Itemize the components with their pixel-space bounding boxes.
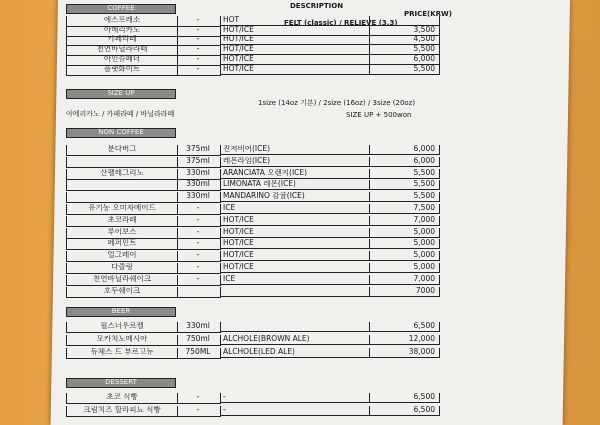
item-price bbox=[370, 16, 440, 26]
item-volume: - bbox=[176, 263, 221, 274]
item-name bbox=[66, 157, 178, 168]
item-volume: - bbox=[176, 216, 221, 227]
item-name: 산펠레그리노 bbox=[66, 169, 178, 180]
item-price: 7,000 bbox=[370, 216, 440, 226]
item-price: 5,000 bbox=[370, 263, 440, 273]
item-volume: 750ml bbox=[176, 335, 221, 346]
item-volume: - bbox=[176, 16, 221, 27]
noncoffee-row bbox=[66, 228, 496, 238]
item-name: 분다버그 bbox=[66, 145, 178, 156]
item-name: 루이보스 bbox=[66, 228, 178, 239]
item-name: 다즐링 bbox=[66, 263, 178, 274]
item-name: 아메리카노 bbox=[66, 26, 178, 37]
item-name: 초코 식빵 bbox=[66, 393, 178, 404]
coffee-row bbox=[66, 26, 496, 36]
item-price: 6,500 bbox=[370, 393, 440, 403]
price-header: PRICE(KRW) bbox=[404, 10, 452, 18]
coffee-row bbox=[66, 45, 496, 55]
item-description: 진저비어(ICE) bbox=[220, 145, 370, 155]
item-name: 크림치즈 할라피뇨 식빵 bbox=[66, 406, 178, 417]
sizeup-line-1: 1size (14oz 기본) / 2size (16oz) / 3size (20oz) bbox=[258, 99, 416, 107]
item-price: 6,500 bbox=[370, 406, 440, 416]
item-description: HOT/ICE bbox=[220, 45, 370, 55]
item-volume: - bbox=[176, 26, 221, 37]
item-volume: 375ml bbox=[176, 145, 221, 156]
item-volume: - bbox=[176, 251, 221, 262]
item-name: 얼그레이 bbox=[66, 251, 178, 262]
noncoffee-row bbox=[66, 192, 496, 202]
item-volume: 750ML bbox=[176, 348, 221, 359]
item-price: 6,000 bbox=[370, 55, 440, 65]
item-name: 플랫화이트 bbox=[66, 65, 178, 76]
item-description: HOT/ICE bbox=[220, 251, 370, 261]
item-name bbox=[66, 180, 178, 191]
dessert-section-title: DESSERT bbox=[66, 378, 176, 388]
item-description: HOT/ICE bbox=[220, 65, 370, 75]
sizeup-line-2-right: SIZE UP + 500won bbox=[346, 111, 412, 119]
item-volume: 330ml bbox=[176, 169, 221, 180]
noncoffee-row bbox=[66, 216, 496, 226]
item-volume: - bbox=[176, 239, 221, 250]
item-price: 7000 bbox=[370, 287, 440, 297]
beer-row bbox=[66, 322, 496, 332]
noncoffee-section-title: NON COFFEE bbox=[66, 128, 176, 138]
item-price: 6,000 bbox=[370, 145, 440, 155]
item-price: 7,000 bbox=[370, 275, 440, 285]
beer-row bbox=[66, 335, 496, 345]
item-description: HOT/ICE bbox=[220, 26, 370, 36]
item-description: HOT/ICE bbox=[220, 239, 370, 249]
item-volume: 330ml bbox=[176, 322, 221, 333]
sizeup-line-2-left: 아메리카노 / 카페라떼 / 바닐라라떼 bbox=[66, 110, 175, 118]
item-name: 에스프레소 bbox=[66, 16, 178, 27]
item-price: 6,500 bbox=[370, 322, 440, 332]
description-header: DESCRIPTION bbox=[290, 2, 344, 10]
item-description: - bbox=[220, 406, 370, 416]
item-description: HOT/ICE bbox=[220, 35, 370, 45]
item-description: HOT bbox=[220, 16, 370, 26]
item-price: 5,500 bbox=[370, 169, 440, 179]
item-description bbox=[220, 287, 370, 297]
item-volume: - bbox=[176, 406, 221, 417]
noncoffee-row bbox=[66, 263, 496, 273]
noncoffee-row bbox=[66, 251, 496, 261]
item-price: 38,000 bbox=[370, 348, 440, 358]
item-description: ICE bbox=[220, 275, 370, 285]
beer-row bbox=[66, 348, 496, 358]
item-description: MANDARINO 감귤(ICE) bbox=[220, 192, 370, 202]
beer-section-title: BEER bbox=[66, 307, 176, 317]
item-name bbox=[66, 192, 178, 203]
item-volume: - bbox=[176, 55, 221, 66]
item-volume: - bbox=[176, 204, 221, 215]
item-description: ALCHOLE(BROWN ALE) bbox=[220, 335, 370, 345]
item-name: 천연바닐라라떼 bbox=[66, 45, 178, 56]
item-volume: 330ml bbox=[176, 180, 221, 191]
item-description: HOT/ICE bbox=[220, 228, 370, 238]
item-price: 12,000 bbox=[370, 335, 440, 345]
item-volume: - bbox=[176, 393, 221, 404]
item-name: 필스너우르켈 bbox=[66, 322, 178, 333]
coffee-row bbox=[66, 65, 496, 75]
item-price: 4,500 bbox=[370, 35, 440, 45]
sizeup-section-title: SIZE UP bbox=[66, 89, 176, 99]
dessert-row bbox=[66, 406, 496, 416]
item-price: 6,000 bbox=[370, 157, 440, 167]
item-name: 초코라떼 bbox=[66, 216, 178, 227]
item-volume: - bbox=[176, 35, 221, 46]
item-description: - bbox=[220, 393, 370, 403]
item-description: HOT/ICE bbox=[220, 55, 370, 65]
item-name: 아인슈페너 bbox=[66, 55, 178, 66]
felt-header: FELT (classic) / RELIEVE (3.3) bbox=[284, 19, 398, 27]
noncoffee-row bbox=[66, 169, 496, 179]
item-volume: 375ml bbox=[176, 157, 221, 168]
item-name: 모카치노메시아 bbox=[66, 335, 178, 346]
noncoffee-row bbox=[66, 239, 496, 249]
item-name: 카페라떼 bbox=[66, 35, 178, 46]
item-name: 듀체스 드 부르고뉴 bbox=[66, 348, 178, 359]
item-volume: - bbox=[176, 45, 221, 56]
noncoffee-row bbox=[66, 275, 496, 285]
coffee-row bbox=[66, 16, 496, 26]
item-volume bbox=[176, 287, 221, 298]
item-description: HOT/ICE bbox=[220, 216, 370, 226]
item-price: 5,500 bbox=[370, 45, 440, 55]
item-description: LIMONATA 레몬(ICE) bbox=[220, 180, 370, 190]
item-price: 5,500 bbox=[370, 180, 440, 190]
dessert-row bbox=[66, 393, 496, 403]
item-price: 5,000 bbox=[370, 228, 440, 238]
noncoffee-row bbox=[66, 180, 496, 190]
item-description: 레몬라임(ICE) bbox=[220, 157, 370, 167]
item-price: 5,500 bbox=[370, 192, 440, 202]
item-volume: - bbox=[176, 275, 221, 286]
item-price: 3,500 bbox=[370, 26, 440, 36]
item-description bbox=[220, 322, 370, 332]
item-name: 천연바닐라쉐이크 bbox=[66, 275, 178, 286]
item-price: 5,000 bbox=[370, 251, 440, 261]
item-name: 페퍼민트 bbox=[66, 239, 178, 250]
noncoffee-row bbox=[66, 157, 496, 167]
item-price: 5,500 bbox=[370, 65, 440, 75]
item-description: ALCHOLE(LED ALE) bbox=[220, 348, 370, 358]
item-price: 7,500 bbox=[370, 204, 440, 214]
item-name: 호두쉐이크 bbox=[66, 287, 178, 298]
noncoffee-row bbox=[66, 287, 496, 297]
item-description: ICE bbox=[220, 204, 370, 214]
item-price: 5,000 bbox=[370, 239, 440, 249]
item-description: HOT/ICE bbox=[220, 263, 370, 273]
item-volume: - bbox=[176, 65, 221, 76]
item-description: ARANCIATA 오렌지(ICE) bbox=[220, 169, 370, 179]
item-name: 유기농 오미자에이드 bbox=[66, 204, 178, 215]
noncoffee-row bbox=[66, 145, 496, 155]
item-volume: 330ml bbox=[176, 192, 221, 203]
coffee-section-title: COFFEE bbox=[66, 4, 176, 14]
coffee-row bbox=[66, 55, 496, 65]
coffee-row bbox=[66, 35, 496, 45]
noncoffee-row bbox=[66, 204, 496, 214]
item-volume: - bbox=[176, 228, 221, 239]
